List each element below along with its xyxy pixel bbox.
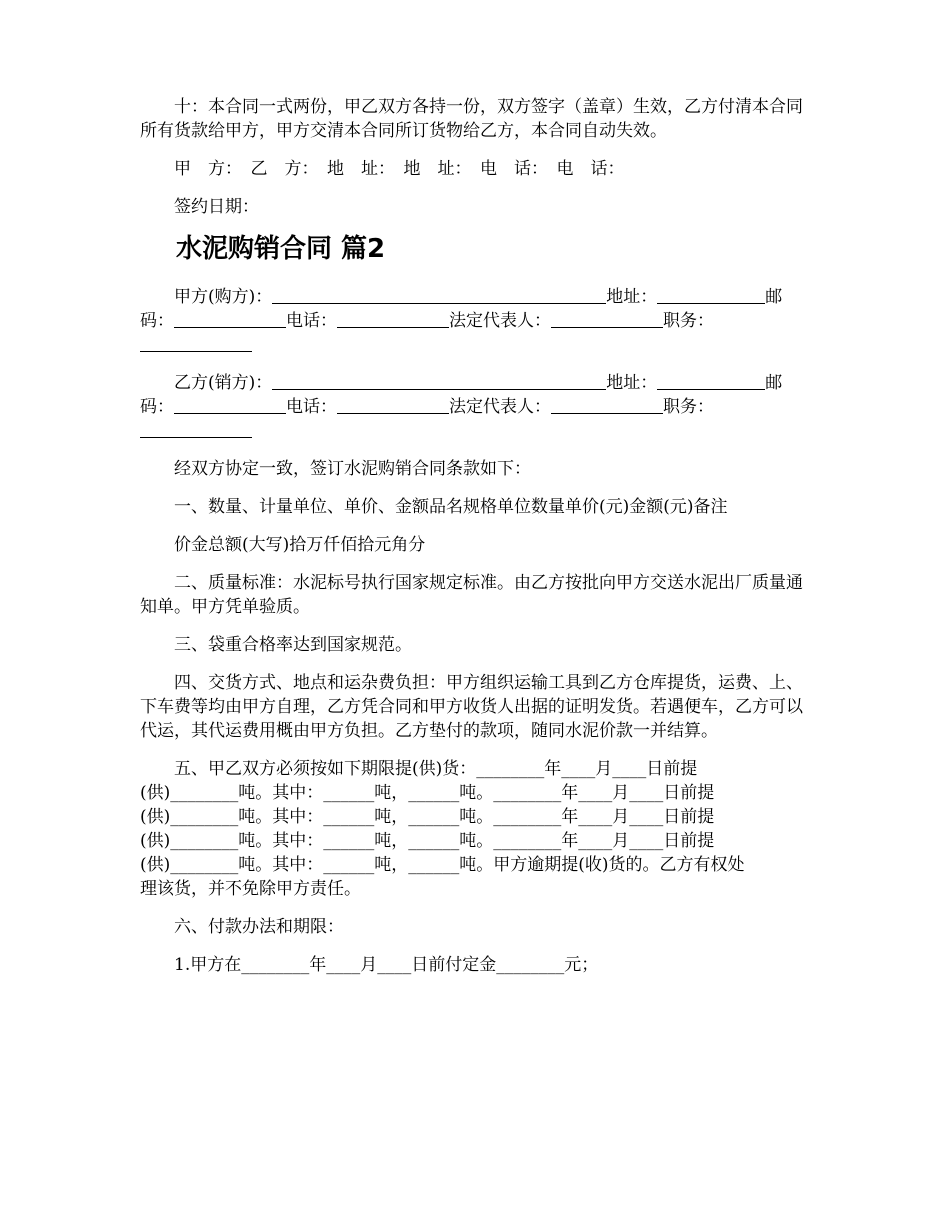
item-4: 四、交货方式、地点和运杂费负担：甲方组织运输工具到乙方仓库提货，运费、上、下车费等均由甲方自理，乙方凭合同和甲方收货人出据的证明发货。若遇便车，乙方可以代运，其代运费用概由甲方负担。乙方垫付的款项，随同水泥价款一并结算。 bbox=[140, 673, 803, 741]
section-title: 水泥购销合同 篇2 bbox=[176, 234, 386, 264]
party-b-legal-rep-label: 法定代表人： bbox=[449, 397, 551, 417]
party-a-phone-label: 电话： bbox=[286, 311, 337, 331]
party-a-block bbox=[140, 285, 812, 357]
party-a-position-label: 职务： bbox=[663, 311, 714, 331]
clause-10: 十：本合同一式两份，甲乙双方各持一份，双方签字（盖章）生效，乙方付清本合同所有货款给甲方，甲方交清本合同所订货物给乙方，本合同自动失效。 bbox=[140, 97, 803, 141]
party-b-postcode-label: 邮码： bbox=[140, 373, 783, 417]
party-a-address-label: 地址： bbox=[606, 287, 658, 307]
party-a-name-blank[interactable] bbox=[272, 286, 606, 304]
item-2: 二、质量标准：水泥标号执行国家规定标准。由乙方按批向甲方交送水泥出厂质量通知单。甲方凭单验质。 bbox=[140, 573, 803, 617]
item-6: 六、付款办法和期限： bbox=[174, 917, 344, 937]
party-b-phone-label: 电话： bbox=[286, 397, 337, 417]
party-a-legal-rep-blank[interactable] bbox=[551, 310, 663, 328]
item-3: 三、袋重合格率达到国家规范。 bbox=[174, 635, 412, 655]
total-amount: 价金总额(大写)拾万仟佰拾元角分 bbox=[174, 535, 426, 555]
party-b-address-blank[interactable] bbox=[657, 372, 765, 390]
party-b-phone-blank[interactable] bbox=[337, 396, 449, 414]
document-body bbox=[140, 95, 812, 991]
party-b-name-blank[interactable] bbox=[272, 372, 606, 390]
item-5 bbox=[140, 757, 812, 901]
party-a-position-blank[interactable] bbox=[140, 334, 252, 352]
signature-fields: 甲 方： 乙 方： 地 址： 地 址： 电 话： 电 话： bbox=[174, 159, 625, 179]
party-b-legal-rep-blank[interactable] bbox=[551, 396, 663, 414]
item-5-line: (供)________吨。其中：______吨，______吨。________年____月____日前提 bbox=[140, 831, 715, 851]
party-b-postcode-blank[interactable] bbox=[174, 396, 286, 414]
party-b-position-blank[interactable] bbox=[140, 420, 252, 438]
sign-date: 签约日期： bbox=[174, 197, 259, 217]
party-b-position-label: 职务： bbox=[663, 397, 714, 417]
item-5-line: (供)________吨。其中：______吨，______吨。甲方逾期提(收)货的。乙方有权处 bbox=[140, 855, 745, 875]
party-a-postcode-label: 邮码： bbox=[140, 287, 783, 331]
item-5-line: 理该货，并不免除甲方责任。 bbox=[140, 879, 361, 899]
party-a-legal-rep-label: 法定代表人： bbox=[449, 311, 551, 331]
intro-paragraph: 经双方协定一致，签订水泥购销合同条款如下： bbox=[174, 459, 531, 479]
item-5-line: (供)________吨。其中：______吨，______吨。________年____月____日前提 bbox=[140, 783, 715, 803]
item-5-line: 五、甲乙双方必须按如下期限提(供)货：________年____月____日前提 bbox=[174, 759, 698, 779]
party-a-postcode-blank[interactable] bbox=[174, 310, 286, 328]
item-6-1: 1.甲方在________年____月____日前付定金________元； bbox=[174, 955, 599, 975]
party-a-phone-blank[interactable] bbox=[337, 310, 449, 328]
party-a-label: 甲方(购方)： bbox=[174, 287, 273, 307]
party-b-label: 乙方(销方)： bbox=[174, 373, 273, 393]
party-b-address-label: 地址： bbox=[606, 373, 658, 393]
item-1: 一、数量、计量单位、单价、金额品名规格单位数量单价(元)金额(元)备注 bbox=[174, 497, 728, 517]
item-5-line: (供)________吨。其中：______吨，______吨。________年____月____日前提 bbox=[140, 807, 715, 827]
party-b-block bbox=[140, 371, 812, 443]
party-a-address-blank[interactable] bbox=[657, 286, 765, 304]
